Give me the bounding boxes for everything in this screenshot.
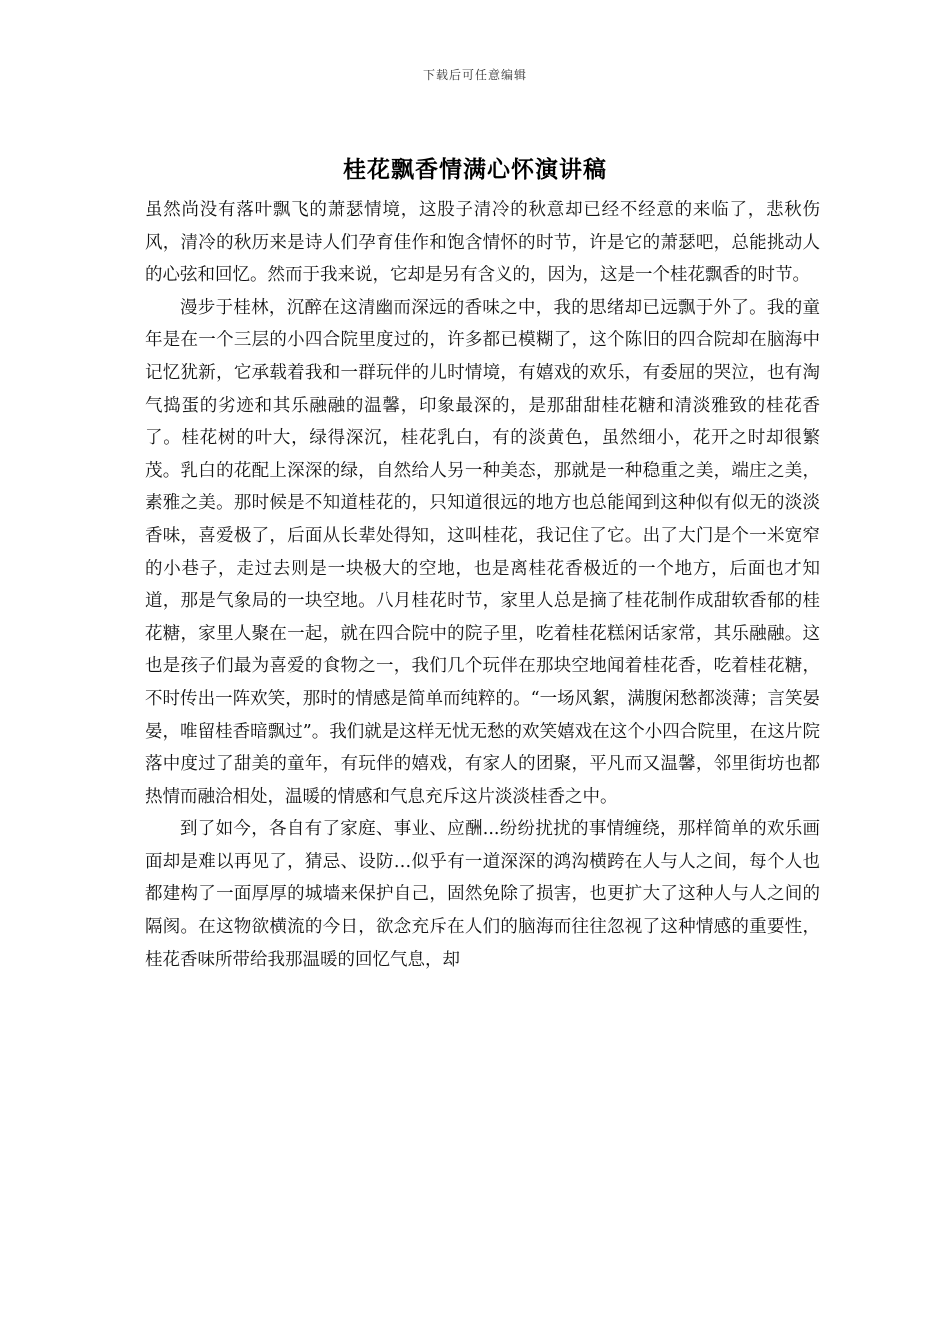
- paragraph-3: 到了如今，各自有了家庭、事业、应酬...纷纷扰扰的事情缠绕，那样简单的欢乐画面却是难以再见了，猜忌、设防…似乎有一道深深的鸿沟横跨在人与人之间，每个人也都建构了一面厚厚的城墙来保护自己，固然免除了损害，也更扩大了这种人与人之间的隔阂。在这物欲横流的今日，欲念充斥在人们的脑海而往往忽视了这种情感的重要性，桂花香味所带给我那温暖的回忆气息，却: [145, 819, 820, 970]
- paragraph-1: 虽然尚没有落叶飘飞的萧瑟情境，这股子清冷的秋意却已经不经意的来临了，悲秋伤风，清冷的秋历来是诗人们孕育佳作和饱含情怀的时节，许是它的萧瑟吧，总能挑动人的心弦和回忆。然而于我来说，它却是另有含义的，因为，这是一个桂花飘香的时节。: [145, 200, 820, 286]
- header-note: 下载后可任意编辑: [422, 68, 527, 82]
- document-title: 桂花飘香情满心怀演讲稿: [343, 156, 607, 183]
- paragraph-2: 漫步于桂林，沉醉在这清幽而深远的香味之中，我的思绪却已远飘于外了。我的童年是在一个三层的小四合院里度过的，许多都已模糊了，这个陈旧的四合院却在脑海中记忆犹新，它承载着我和一群玩伴的儿时情境，有嬉戏的欢乐，有委屈的哭泣，也有淘气捣蛋的劣迹和其乐融融的温馨，印象最深的，是那甜甜桂花糖和清淡雅致的桂花香了。桂花树的叶大，绿得深沉，桂花乳白，有的淡黄色，虽然细小，花开之时却很繁茂。乳白的花配上深深的绿，自然给人另一种美态，那就是一种稳重之美，端庄之美，素雅之美。那时候是不知道桂花的，只知道很远的地方也总能闻到这种似有似无的淡淡香味，喜爱极了，后面从长辈处得知，这叫桂花，我记住了它。出了大门是个一米宽窄的小巷子，走过去则是一块极大的空地，也是离桂花香极近的一个地方，后面也才知道，那是气象局的一块空地。八月桂花时节，家里人总是摘了桂花制作成甜软香郁的桂花糖，家里人聚在一起，就在四合院中的院子里，吃着桂花糕闲话家常，其乐融融。这也是孩子们最为喜爱的食物之一，我们几个玩伴在那块空地闻着桂花香，吃着桂花糖，不时传出一阵欢笑，那时的情感是简单而纯粹的。“一场风絮，满腹闲愁都淡薄；言笑晏晏，唯留桂香暗飘过”。我们就是这样无忧无愁的欢笑嬉戏在这个小四合院里，在这片院落中度过了甜美的童年，有玩伴的嬉戏，有家人的团聚，平凡而又温馨，邻里街坊也都热情而融洽相处，温暖的情感和气息充斥这片淡淡桂香之中。: [145, 297, 820, 807]
- document-body: [145, 194, 820, 976]
